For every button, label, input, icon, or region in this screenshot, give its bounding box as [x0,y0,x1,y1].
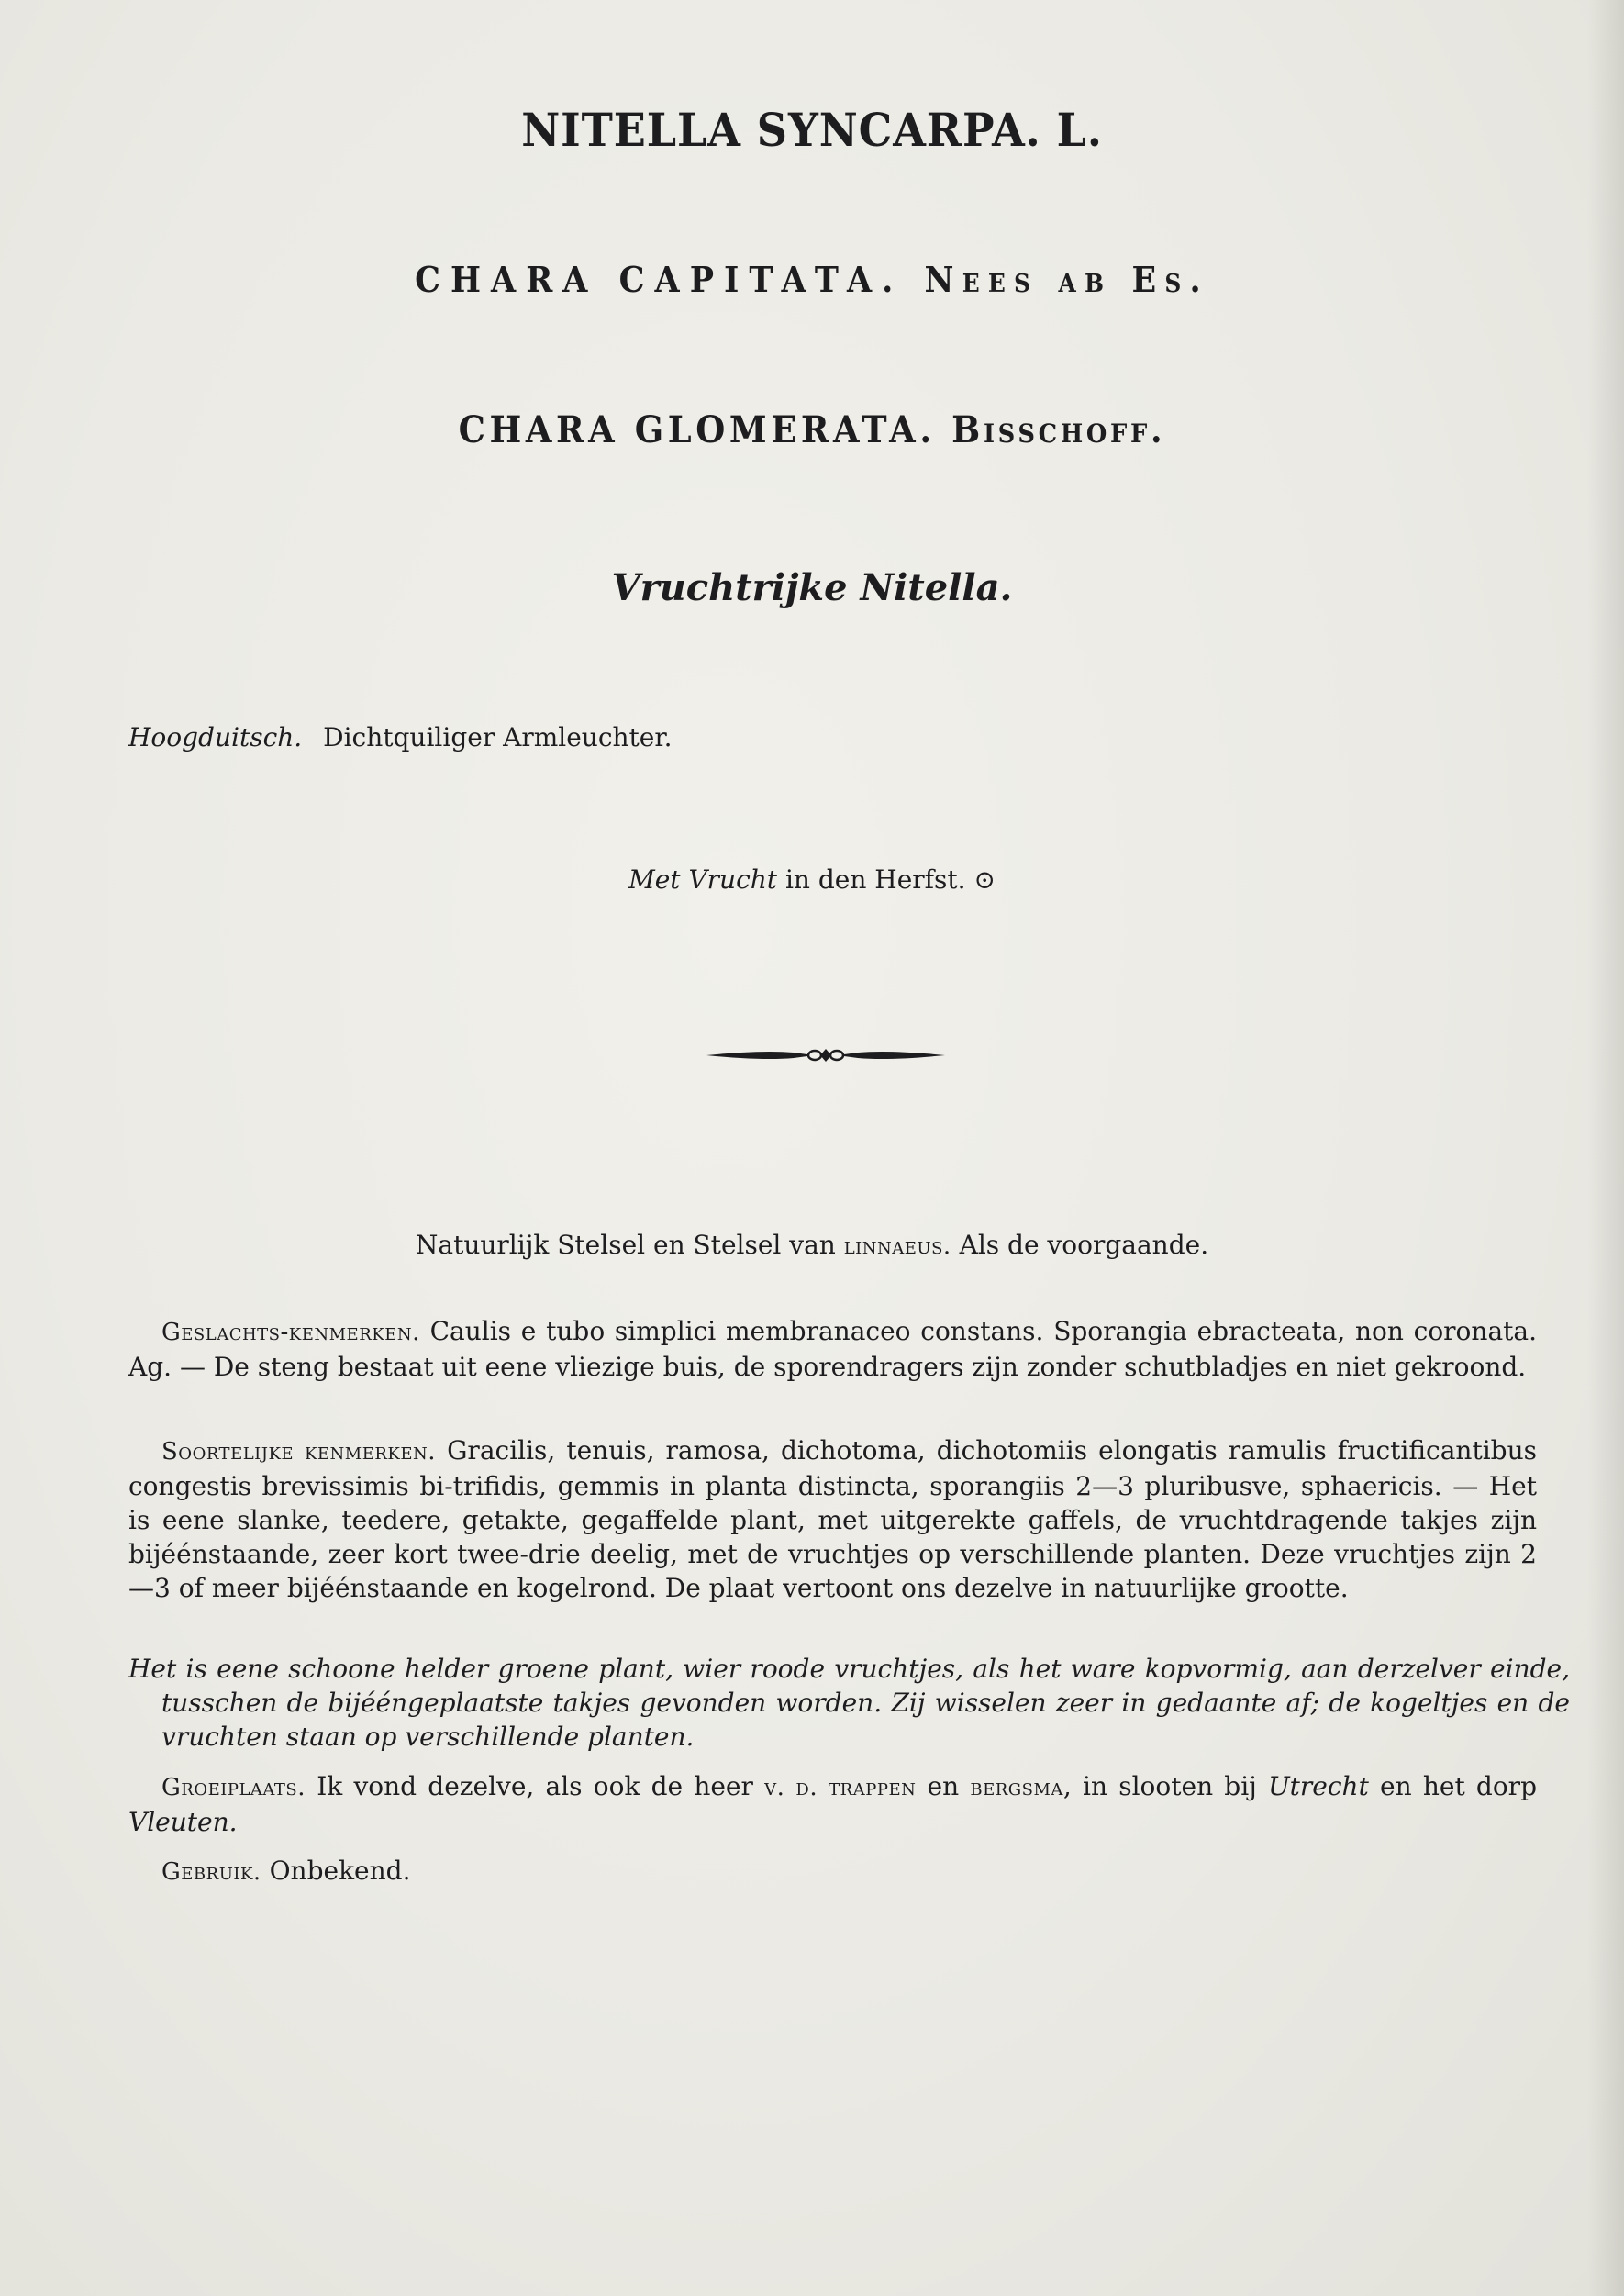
genus-label: Geslachts-kenmerken. [161,1319,420,1346]
synonym-author: Nees ab Es. [924,259,1209,300]
synonym-name: CHARA CAPITATA. [415,259,904,300]
fruiting-italic: Met Vrucht [628,864,778,895]
ornament-divider-icon [706,1042,945,1069]
classification-line [0,1230,1624,1260]
habitat-person: v. d. trappen [764,1774,917,1801]
system-linnaeus: linnaeus. [843,1232,951,1260]
habitat-text: en het dorp [1380,1771,1537,1801]
system-text-after: Als de voorgaande. [959,1230,1209,1260]
habitat-text: en [927,1771,960,1801]
fruiting-season [0,864,1624,895]
habitat-person: bergsma [970,1774,1063,1801]
species-characters [128,1433,1537,1605]
habitat-text: , in slooten bij [1062,1771,1257,1801]
fruiting-text: in den Herfst. [784,864,966,895]
synonym-chara-capitata [65,259,1559,300]
genus-text: Caulis e tubo simplici membranaceo constans. Sporangia ebracteata, non coronata. Ag. — De steng bestaat uit eene vliezige buis, de sporendragers zijn zonder schutbladjes en niet gekroond. [128,1316,1537,1382]
habitat-paragraph [128,1769,1537,1839]
use-text: Onbekend. [269,1856,411,1886]
species-text: Gracilis, tenuis, ramosa, dichotoma, dichotomiis elongatis ramulis fructificantibus congestis brevissimis bi-trifidis, gemmis in planta distincta, sporangiis 2—3 pluribusve, sphaericis. — Het is eene slanke, teedere, getakte, gegaffelde plant, met uitgerekte gaffels, de vruchtdragende takjes zijn bijéénstaande, zeer kort twee-drie deelig, met de vruchtjes op verschillende planten. Deze vruchtjes zijn 2—3 of meer bijéénstaande en kogelrond. De plaat vertoont ons dezelve in natuurlijke grootte. [128,1435,1537,1603]
habitat-place: Vleuten. [128,1807,238,1837]
habitat-label: Groeiplaats. [161,1774,306,1801]
synonym-chara-glomerata [65,408,1559,451]
annual-symbol-icon: ⊙ [973,864,996,895]
species-label: Soortelijke kenmerken. [161,1438,437,1466]
use-paragraph [128,1854,1537,1889]
system-text-before: Natuurlijk Stelsel en Stelsel van [415,1230,836,1260]
dutch-name: Vruchtrijke Nitella. [611,566,1013,609]
german-label: Hoogduitsch. [128,722,303,752]
synonym-author: Bisschoff. [951,408,1166,451]
german-name: Dichtquiliger Armleuchter. [323,722,673,752]
page-edge-shadow [1587,0,1624,2296]
synonym-name: CHARA GLOMERATA. [458,408,936,451]
german-name-line [128,720,673,755]
use-label: Gebruik. [161,1858,261,1886]
description-paragraph: Het is eene schoone helder groene plant, wier roode vruchtjes, als het ware kopvormig, aan derzelver einde, tusschen de bijééngeplaatste takjes gevonden worden. Zij wisselen zeer in gedaante af; de kogeltjes en de vruchten staan op verschillende planten. [128,1654,1570,1752]
genus-characters [128,1314,1537,1384]
habitat-text: Ik vond dezelve, als ook de heer [317,1771,753,1801]
habitat-place: Utrecht [1268,1771,1369,1801]
species-title: NITELLA SYNCARPA. L. [521,103,1103,157]
